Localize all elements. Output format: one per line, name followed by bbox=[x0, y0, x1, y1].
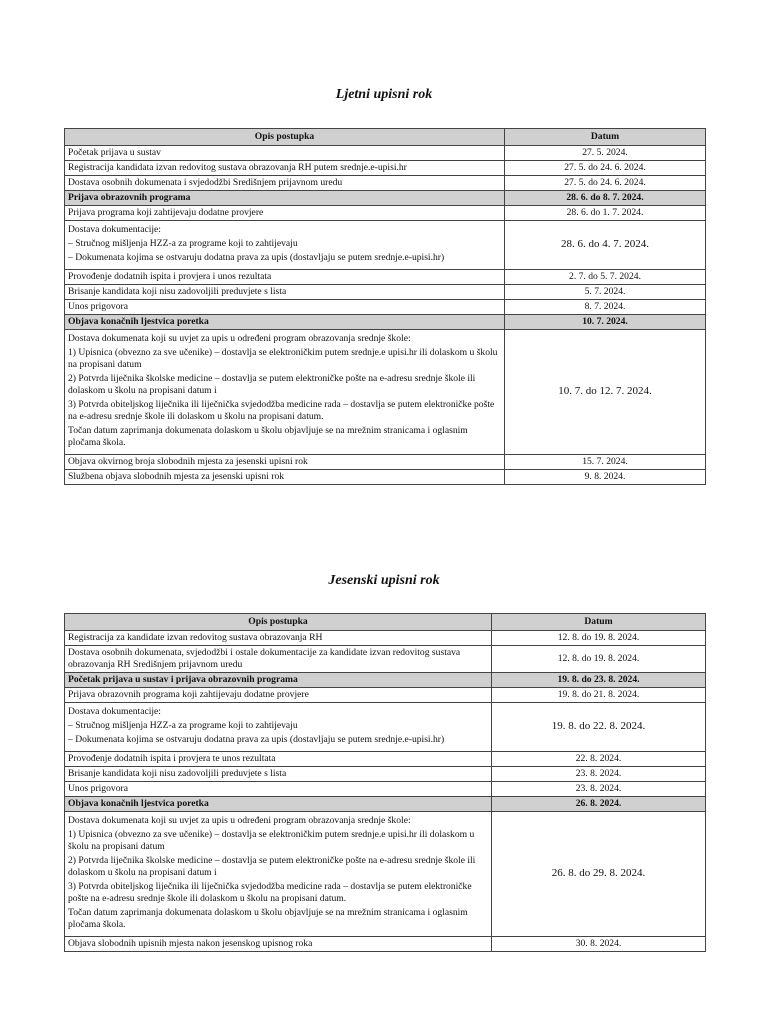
step-date: 28. 6. do 8. 7. 2024. bbox=[505, 190, 706, 205]
step-description bbox=[65, 220, 505, 269]
description-line: Registracija za kandidate izvan redovitog sustava obrazovanja RH bbox=[68, 631, 323, 643]
table-row bbox=[65, 220, 706, 269]
table-row bbox=[65, 299, 706, 314]
autumn-rows bbox=[65, 630, 706, 951]
description-line: Brisanje kandidata koji nisu zadovoljili preduvjete s lista bbox=[68, 285, 287, 297]
step-date: 26. 8. do 29. 8. 2024. bbox=[492, 811, 706, 936]
description-line: Objava slobodnih upisnih mjesta nakon jesenskog upisnog roka bbox=[68, 937, 313, 949]
description-line: – Stručnog mišljenja HZZ-a za programe koji to zahtijevaju bbox=[68, 237, 298, 249]
step-date: 19. 8. do 21. 8. 2024. bbox=[492, 687, 706, 702]
step-date: 27. 5. do 24. 6. 2024. bbox=[505, 175, 706, 190]
description-line: Dostava dokumentacije: bbox=[68, 705, 161, 717]
step-description bbox=[65, 314, 505, 329]
step-description bbox=[65, 630, 492, 645]
step-date: 8. 7. 2024. bbox=[505, 299, 706, 314]
table-row bbox=[65, 936, 706, 951]
step-description bbox=[65, 645, 492, 672]
description-line: Objava okvirnog broja slobodnih mjesta za jesenski upisni rok bbox=[68, 455, 308, 467]
table-row bbox=[65, 811, 706, 936]
table-row bbox=[65, 702, 706, 751]
description-line: Službena objava slobodnih mjesta za jesenski upisni rok bbox=[68, 470, 285, 482]
column-header-date: Datum bbox=[505, 129, 706, 146]
description-line: Dostava dokumenata koji su uvjet za upis u određeni program obrazovanja srednje škole: bbox=[68, 332, 411, 344]
step-description bbox=[65, 160, 505, 175]
table-row bbox=[65, 160, 706, 175]
step-description bbox=[65, 751, 492, 766]
step-description bbox=[65, 781, 492, 796]
step-description bbox=[65, 454, 505, 469]
step-date: 27. 5. do 24. 6. 2024. bbox=[505, 160, 706, 175]
step-date: 2. 7. do 5. 7. 2024. bbox=[505, 269, 706, 284]
table-row bbox=[65, 766, 706, 781]
table-row bbox=[65, 630, 706, 645]
table-row bbox=[65, 329, 706, 454]
description-line: Provođenje dodatnih ispita i provjera te unos rezultata bbox=[68, 752, 276, 764]
description-line: Prijava obrazovnih programa koji zahtijevaju dodatne provjere bbox=[68, 688, 309, 700]
description-line: Početak prijava u sustav i prijava obrazovnih programa bbox=[68, 673, 298, 685]
summer-title: Ljetni upisni rok bbox=[335, 87, 433, 102]
step-description bbox=[65, 284, 505, 299]
description-line: Brisanje kandidata koji nisu zadovoljili preduvjete s lista bbox=[68, 767, 287, 779]
step-date: 5. 7. 2024. bbox=[505, 284, 706, 299]
table-row bbox=[65, 469, 706, 484]
description-line: Dostava osobnih dokumenata, svjedodžbi i ostale dokumentacije za kandidate izvan redovitog sustava obrazovanja RH Središnjem prijavnom uredu bbox=[68, 646, 461, 670]
step-description bbox=[65, 329, 505, 454]
step-description bbox=[65, 299, 505, 314]
step-description bbox=[65, 766, 492, 781]
step-description bbox=[65, 190, 505, 205]
table-row bbox=[65, 781, 706, 796]
autumn-schedule-table bbox=[64, 613, 706, 952]
table-row bbox=[65, 672, 706, 687]
table-row bbox=[65, 145, 706, 160]
description-line: – Stručnog mišljenja HZZ-a za programe koji to zahtijevaju bbox=[68, 719, 298, 731]
step-description bbox=[65, 796, 492, 811]
table-row bbox=[65, 687, 706, 702]
column-header-date: Datum bbox=[492, 614, 706, 631]
step-date: 28. 6. do 4. 7. 2024. bbox=[505, 220, 706, 269]
description-line: Prijava programa koji zahtijevaju dodatne provjere bbox=[68, 206, 264, 218]
step-date: 15. 7. 2024. bbox=[505, 454, 706, 469]
step-description bbox=[65, 936, 492, 951]
description-line: 2) Potvrda liječnika školske medicine – dostavlja se putem elektroničke pošte na e-adresu srednje škole ili dolaskom u školu na propisani datum i bbox=[68, 854, 476, 878]
table-row bbox=[65, 751, 706, 766]
description-line: Registracija kandidata izvan redovitog sustava obrazovanja RH putem srednje.e-upisi.hr bbox=[68, 161, 407, 173]
table-row bbox=[65, 796, 706, 811]
summer-rows bbox=[65, 145, 706, 484]
step-date: 23. 8. 2024. bbox=[492, 781, 706, 796]
step-description bbox=[65, 702, 492, 751]
table-row bbox=[65, 284, 706, 299]
description-line: – Dokumenata kojima se ostvaruju dodatna prava za upis (dostavljaju se putem srednje.e-upisi.hr) bbox=[68, 733, 445, 745]
table-header-row bbox=[65, 129, 706, 146]
step-date: 22. 8. 2024. bbox=[492, 751, 706, 766]
step-date: 10. 7. 2024. bbox=[505, 314, 706, 329]
step-date: 9. 8. 2024. bbox=[505, 469, 706, 484]
description-line: Objava konačnih ljestvica poretka bbox=[68, 797, 209, 809]
step-date: 12. 8. do 19. 8. 2024. bbox=[492, 630, 706, 645]
column-header-description: Opis postupka bbox=[65, 129, 505, 146]
description-line: 3) Potvrda obiteljskog liječnika ili liječnička svjedodžba medicine rada – dostavlja se putem elektroničke pošte na e-adresu srednje škole ili dolaskom u školu na propisani datum. bbox=[68, 880, 472, 904]
step-date: 27. 5. 2024. bbox=[505, 145, 706, 160]
description-line: Prijava obrazovnih programa bbox=[68, 191, 191, 203]
table-row bbox=[65, 645, 706, 672]
description-line: Točan datum zaprimanja dokumenata dolaskom u školu objavljuje se na mrežnim stranicama i oglasnim pločama škola. bbox=[68, 424, 468, 448]
table-row bbox=[65, 314, 706, 329]
step-description bbox=[65, 175, 505, 190]
table-row bbox=[65, 190, 706, 205]
step-date: 26. 8. 2024. bbox=[492, 796, 706, 811]
autumn-title: Jesenski upisni rok bbox=[328, 573, 440, 588]
table-row bbox=[65, 205, 706, 220]
description-line: Dostava dokumenata koji su uvjet za upis u određeni program obrazovanja srednje škole: bbox=[68, 814, 411, 826]
table-row bbox=[65, 454, 706, 469]
step-description bbox=[65, 145, 505, 160]
description-line: 3) Potvrda obiteljskog liječnika ili liječnička svjedodžba medicine rada – dostavlja se putem elektroničke pošte na e-adresu srednje škole ili dolaskom u školu na propisani datum. bbox=[68, 398, 495, 422]
step-description bbox=[65, 672, 492, 687]
step-description bbox=[65, 811, 492, 936]
step-date: 30. 8. 2024. bbox=[492, 936, 706, 951]
description-line: Unos prigovora bbox=[68, 300, 128, 312]
description-line: 1) Upisnica (obvezno za sve učenike) – dostavlja se elektroničkim putem srednje.e upisi.hr ili dolaskom u školu na propisani datum bbox=[68, 346, 498, 370]
description-line: 2) Potvrda liječnika školske medicine – dostavlja se putem elektroničke pošte na e-adresu srednje škole ili dolaskom u školu na propisani datum i bbox=[68, 372, 476, 396]
description-line: Dostava osobnih dokumenata i svjedodžbi Središnjem prijavnom uredu bbox=[68, 176, 343, 188]
description-line: – Dokumenata kojima se ostvaruju dodatna prava za upis (dostavljaju se putem srednje.e-upisi.hr) bbox=[68, 251, 445, 263]
step-date: 12. 8. do 19. 8. 2024. bbox=[492, 645, 706, 672]
step-date: 19. 8. do 23. 8. 2024. bbox=[492, 672, 706, 687]
description-line: Dostava dokumentacije: bbox=[68, 223, 161, 235]
description-line: Točan datum zaprimanja dokumenata dolaskom u školu objavljuje se na mrežnim stranicama i oglasnim pločama škola. bbox=[68, 906, 468, 930]
table-header-row bbox=[65, 614, 706, 631]
summer-schedule-table bbox=[64, 128, 706, 485]
description-line: Objava konačnih ljestvica poretka bbox=[68, 315, 209, 327]
description-line: Početak prijava u sustav bbox=[68, 146, 161, 158]
step-description bbox=[65, 205, 505, 220]
step-description bbox=[65, 269, 505, 284]
description-line: Provođenje dodatnih ispita i provjera i unos rezultata bbox=[68, 270, 272, 282]
step-description bbox=[65, 469, 505, 484]
description-line: Unos prigovora bbox=[68, 782, 128, 794]
column-header-description: Opis postupka bbox=[65, 614, 492, 631]
step-date: 19. 8. do 22. 8. 2024. bbox=[492, 702, 706, 751]
step-date: 23. 8. 2024. bbox=[492, 766, 706, 781]
table-row bbox=[65, 175, 706, 190]
step-date: 10. 7. do 12. 7. 2024. bbox=[505, 329, 706, 454]
step-description bbox=[65, 687, 492, 702]
step-date: 28. 6. do 1. 7. 2024. bbox=[505, 205, 706, 220]
description-line: 1) Upisnica (obvezno za sve učenike) – dostavlja se elektroničkim putem srednje.e upisi.hr ili dolaskom u školu na propisani datum bbox=[68, 828, 475, 852]
table-row bbox=[65, 269, 706, 284]
